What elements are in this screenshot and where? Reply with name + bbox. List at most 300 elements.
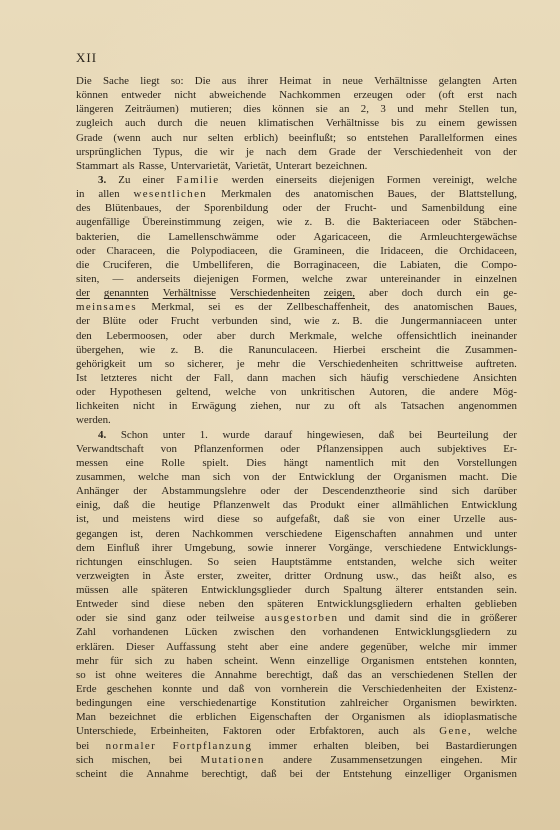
word: liegt	[140, 75, 160, 87]
word: 4.	[98, 428, 107, 441]
word: Grade	[328, 145, 356, 158]
word: bei	[169, 753, 183, 766]
word: nach	[496, 89, 517, 102]
word: welche	[351, 329, 383, 342]
word: Lamellenschwämme	[168, 230, 259, 243]
word: der	[430, 188, 445, 201]
word: Parallelformen	[419, 131, 484, 144]
word: Übereinstimmung	[142, 216, 221, 229]
text-line	[76, 484, 517, 498]
word: oder	[282, 202, 302, 215]
word: Entwicklungsgliedern	[317, 598, 413, 611]
word: der	[366, 470, 381, 483]
text-line	[76, 385, 517, 399]
text-line	[76, 456, 517, 470]
word: Tatsachen	[400, 400, 445, 413]
word: Arten	[492, 75, 517, 87]
word: oder	[76, 386, 96, 399]
word: doch	[401, 287, 423, 300]
word: die	[165, 258, 179, 271]
word: an	[339, 103, 350, 116]
word: einzellige	[306, 654, 350, 667]
word: erzeugen	[353, 89, 393, 102]
word: sich	[329, 371, 347, 384]
word: Merkmal,	[151, 301, 195, 314]
word: spielt.	[202, 456, 229, 469]
text-line	[76, 753, 517, 767]
word: müssen	[76, 584, 109, 597]
word: nicht	[133, 400, 155, 413]
word: Labiaten,	[400, 258, 441, 271]
text-line	[76, 413, 517, 427]
text-line	[76, 371, 517, 385]
word: Nachkommen	[192, 527, 254, 540]
word: bis	[391, 117, 404, 130]
word: der	[324, 711, 339, 724]
word: die	[388, 230, 402, 243]
word: Mög-	[492, 386, 517, 399]
word: Entstehung	[342, 767, 392, 780]
word: Ist	[76, 371, 87, 384]
word: die	[355, 244, 370, 257]
word: auftreten.	[475, 357, 517, 370]
word: Zusammen-	[464, 343, 517, 356]
word: z.	[170, 343, 179, 356]
word: geblieben	[474, 598, 517, 611]
word: eine	[289, 640, 309, 653]
word: diejenigen	[329, 173, 375, 186]
word: zwischen	[233, 626, 275, 639]
text-line	[76, 343, 517, 357]
text-line	[76, 244, 517, 258]
word: Konstitution	[271, 697, 326, 710]
word: deren	[155, 527, 180, 540]
word: zeigen,	[233, 216, 265, 229]
word: erklären.	[76, 640, 115, 653]
word: des	[285, 188, 300, 201]
word: Zusammensetzungen	[330, 753, 423, 766]
word: als	[374, 400, 387, 413]
word: ihrer	[151, 541, 173, 554]
text-line	[76, 710, 517, 724]
text-line	[76, 498, 517, 512]
word: aber	[259, 640, 279, 653]
word: Verschiedenheiten	[318, 357, 399, 370]
word: unkritischen	[300, 386, 355, 399]
word: die	[194, 145, 208, 158]
word: Zu	[118, 173, 131, 186]
word: der	[503, 428, 517, 441]
word: dem	[298, 145, 318, 158]
word: Organismen	[403, 697, 457, 710]
word: der	[258, 301, 273, 314]
word: gegenüber,	[360, 640, 408, 653]
word: sich	[212, 470, 231, 483]
word: bei	[289, 767, 303, 780]
word: anderseits	[136, 272, 181, 285]
word: die	[438, 612, 452, 625]
word: daß	[333, 513, 350, 526]
word: einer	[418, 513, 440, 526]
word: bedingungen	[76, 697, 133, 710]
word: allmählichen	[392, 499, 449, 512]
word: So	[207, 555, 219, 568]
word: mischen,	[111, 753, 151, 766]
word: Orchidaceen,	[459, 244, 517, 257]
text-line	[76, 583, 517, 597]
word: Eigenschaften	[334, 527, 397, 540]
word: hingewiesen,	[306, 428, 365, 441]
word: Frucht-	[344, 202, 377, 215]
word: in	[168, 400, 178, 413]
word: allen	[98, 188, 120, 201]
word: Frucht	[170, 315, 200, 328]
word: Polypodiaceen,	[190, 244, 258, 257]
word: Blütenbaues,	[104, 202, 162, 215]
word: weiteres	[145, 668, 183, 681]
word: einerseits	[275, 173, 317, 186]
word: oder	[138, 315, 159, 328]
word: um	[138, 357, 153, 370]
word: längeren	[76, 103, 114, 116]
word: Ansichten	[472, 371, 517, 384]
word: Vorgänge,	[328, 541, 373, 554]
word: Jungermanniaceen	[400, 315, 482, 328]
word: meistens	[132, 513, 171, 526]
word: sie	[105, 612, 118, 625]
word: Beurteilung	[436, 428, 489, 441]
word: sie	[315, 103, 328, 116]
word: die	[141, 499, 156, 512]
word: sind	[127, 612, 146, 625]
word: mutieren;	[190, 103, 232, 116]
word: Man	[76, 711, 96, 724]
word: der	[272, 470, 286, 483]
word: von	[474, 145, 492, 158]
word: auch	[378, 725, 399, 738]
word: die	[166, 244, 180, 257]
word: als	[412, 725, 426, 738]
word: scheint	[76, 767, 107, 780]
word: auch	[399, 442, 421, 455]
word: der	[76, 287, 90, 300]
word: Organismen	[463, 767, 517, 780]
word: die	[421, 386, 436, 399]
word: steht	[227, 640, 249, 653]
word: verschiedene	[402, 371, 459, 384]
word: Formen	[386, 173, 421, 186]
word: entstehen	[426, 654, 468, 667]
word: selten	[207, 131, 234, 144]
word: Organismen	[361, 654, 415, 667]
word: nach	[265, 145, 287, 158]
word: der	[367, 145, 382, 158]
word: sowie	[247, 541, 274, 554]
word: entstanden,	[346, 555, 397, 568]
text-line	[76, 654, 517, 668]
word: dies	[243, 103, 261, 116]
word: einig,	[76, 499, 101, 512]
word: oder	[260, 485, 280, 498]
word: mehr	[424, 103, 448, 116]
word: und	[390, 202, 408, 215]
word: Iridaceen,	[380, 244, 424, 257]
word: neuen	[219, 117, 246, 130]
word: mehr	[76, 654, 99, 667]
text-line	[76, 682, 517, 696]
word: zweiter,	[236, 569, 272, 582]
word: mit	[391, 456, 406, 469]
word: Stellen	[463, 668, 494, 681]
word: Nachkommen	[279, 89, 341, 102]
word: Mir	[500, 753, 517, 766]
word: einzelliger	[404, 767, 451, 780]
word: vornherein	[280, 683, 329, 696]
word: Blattstellung,	[458, 188, 517, 201]
word: vereinigt,	[432, 173, 475, 186]
word: Anhänger	[76, 485, 119, 498]
word: —	[112, 272, 124, 285]
word: Stammart	[76, 159, 119, 172]
word: so	[164, 357, 175, 370]
word: welche	[137, 470, 169, 483]
word: Die	[501, 470, 517, 483]
word: ist	[95, 668, 106, 681]
word: die	[137, 230, 151, 243]
word: der	[451, 683, 466, 696]
word: es	[234, 301, 244, 314]
word: haben	[186, 654, 213, 667]
word: durch	[304, 584, 330, 597]
word: Pflanzenwelt	[213, 499, 270, 512]
word: wurde	[222, 428, 250, 441]
word: so:	[170, 75, 184, 87]
text-line	[76, 300, 517, 314]
word: die	[436, 343, 450, 356]
word: sich	[457, 555, 475, 568]
text-line	[76, 230, 517, 244]
word: sind	[131, 598, 150, 611]
word: sind,	[270, 315, 292, 328]
word: innerer	[285, 541, 317, 554]
word: mir	[461, 640, 477, 653]
word: damit	[374, 612, 400, 625]
word: Zellbeschaffenheit,	[286, 301, 371, 314]
word: die	[191, 668, 205, 681]
word: einer	[142, 173, 165, 186]
word: geltend,	[176, 386, 211, 399]
word: Merkmalen	[221, 188, 272, 201]
word: aber	[368, 287, 388, 300]
word: idioplasmatische	[443, 711, 517, 724]
word: anatomischen	[313, 188, 374, 201]
text-line	[76, 159, 517, 173]
word: das	[282, 499, 298, 512]
word: von	[243, 470, 260, 483]
word: Urzelle	[453, 513, 486, 526]
word: Umbelliferen,	[192, 258, 254, 271]
text-line	[76, 527, 517, 541]
word: Eigenschaften	[249, 711, 312, 724]
word: neue	[342, 75, 363, 87]
word: die	[266, 258, 281, 271]
word: dann	[246, 371, 269, 384]
word: wird	[183, 513, 204, 526]
word: welche	[301, 272, 333, 285]
word: Entweder	[76, 598, 118, 611]
word: vorhandenen	[322, 626, 379, 639]
word: Die	[194, 75, 211, 87]
word: Gene,	[439, 725, 472, 738]
word: konnte	[162, 683, 192, 696]
word: gegangen	[76, 527, 118, 540]
word: Varietät,	[234, 159, 272, 172]
word: von	[388, 513, 405, 526]
word: sein.	[496, 584, 517, 597]
word: B.	[324, 216, 335, 229]
word: des	[384, 301, 399, 314]
word: der	[316, 202, 331, 215]
word: diejenigen	[193, 272, 239, 285]
word: angenommen	[458, 400, 517, 413]
word: Entwicklungsglieder	[201, 584, 292, 597]
word: eine	[498, 202, 517, 215]
word: klimatischen	[258, 117, 314, 130]
word: beeinflußt;	[288, 131, 336, 144]
word: als	[418, 711, 431, 724]
word: nur	[295, 400, 311, 413]
word: ihrer	[247, 75, 269, 87]
word: und	[102, 513, 119, 526]
word: Erde	[76, 683, 97, 696]
word: Entwicklung	[298, 470, 355, 483]
word: Samenbildung	[421, 202, 485, 215]
word: Formen,	[252, 272, 289, 285]
word: Heimat	[279, 75, 312, 87]
text-line	[76, 611, 517, 625]
text-line	[76, 102, 517, 116]
word: 3	[380, 103, 386, 116]
text-line	[76, 201, 517, 215]
text-line	[76, 215, 517, 229]
text-line	[76, 696, 517, 710]
word: in	[322, 75, 332, 87]
word: (wenn	[113, 131, 141, 144]
word: Lebermoosen,	[106, 329, 169, 342]
word: die	[219, 343, 233, 356]
word: der	[503, 668, 517, 681]
word: immer	[268, 739, 298, 752]
word: Rasse,	[138, 159, 167, 172]
word: auch	[124, 117, 146, 130]
word: die	[454, 258, 468, 271]
word: also,	[474, 569, 495, 582]
word: Entwicklungsgliedern	[394, 626, 491, 639]
word: oder	[441, 216, 462, 229]
word: bei	[415, 739, 430, 752]
word: verzweigten	[76, 569, 130, 582]
word: mehr	[257, 357, 280, 370]
word: oder	[182, 329, 203, 342]
word: und	[397, 103, 414, 116]
word: entstanden	[436, 584, 484, 597]
word: aus-	[498, 513, 517, 526]
word: die	[292, 357, 306, 370]
word: sich	[451, 485, 470, 498]
word: Pflanzensippen	[316, 442, 384, 455]
word: zahlreicher	[340, 697, 389, 710]
word: usw.,	[376, 569, 399, 582]
word: Lücken	[184, 626, 218, 639]
word: und	[202, 683, 219, 696]
word: 1.	[199, 428, 208, 441]
word: zu	[324, 400, 335, 413]
word: Ranunculaceen.	[248, 343, 318, 356]
text-line	[76, 470, 517, 484]
word: ge-	[503, 287, 517, 300]
word: Fall,	[213, 371, 234, 384]
word: Hypothesen	[109, 386, 162, 399]
word: normaler	[105, 739, 157, 752]
word: Cruciferen,	[102, 258, 153, 271]
word: Autoren,	[369, 386, 408, 399]
text-line	[76, 145, 517, 159]
word: erst	[467, 89, 484, 102]
word: zu	[415, 117, 427, 130]
word: welche	[486, 173, 517, 186]
word: Organismen	[351, 711, 405, 724]
word: bewirkten.	[470, 697, 517, 710]
word: Zahl	[76, 626, 96, 639]
word: welche	[411, 555, 443, 568]
text-line	[76, 272, 517, 286]
text-line	[76, 131, 517, 145]
word: Pflanzenformen	[193, 442, 264, 455]
word: richtungen	[76, 555, 123, 568]
word: durch	[250, 329, 275, 342]
text-line	[76, 74, 517, 88]
word: Hauptstämme	[271, 555, 332, 568]
word: ohne	[115, 668, 137, 681]
word: daß	[113, 499, 130, 512]
word: 2,	[360, 103, 369, 116]
word: so	[346, 131, 357, 144]
word: oder	[76, 612, 96, 625]
word: Produkt	[310, 499, 345, 512]
word: Umgebung,	[184, 541, 236, 554]
word: späteren	[151, 584, 188, 597]
word: verschiedenen	[391, 668, 454, 681]
text-line	[76, 173, 517, 187]
word: gelangten	[438, 75, 481, 87]
body-text	[76, 74, 517, 781]
word: eingehen.	[440, 753, 483, 766]
word: eine	[125, 456, 144, 469]
word: die	[169, 711, 183, 724]
word: siten,	[76, 272, 100, 285]
word: in	[142, 569, 151, 582]
word: oder	[186, 612, 206, 625]
word: und	[348, 612, 365, 625]
word: der	[76, 315, 90, 328]
word: (oft	[438, 89, 455, 102]
word: unter	[494, 527, 517, 540]
word: Einfluß	[106, 541, 140, 554]
word: sind	[409, 612, 428, 625]
word: Bakteriaceen	[372, 216, 430, 229]
word: bleiben,	[364, 739, 400, 752]
word: den	[238, 598, 254, 611]
